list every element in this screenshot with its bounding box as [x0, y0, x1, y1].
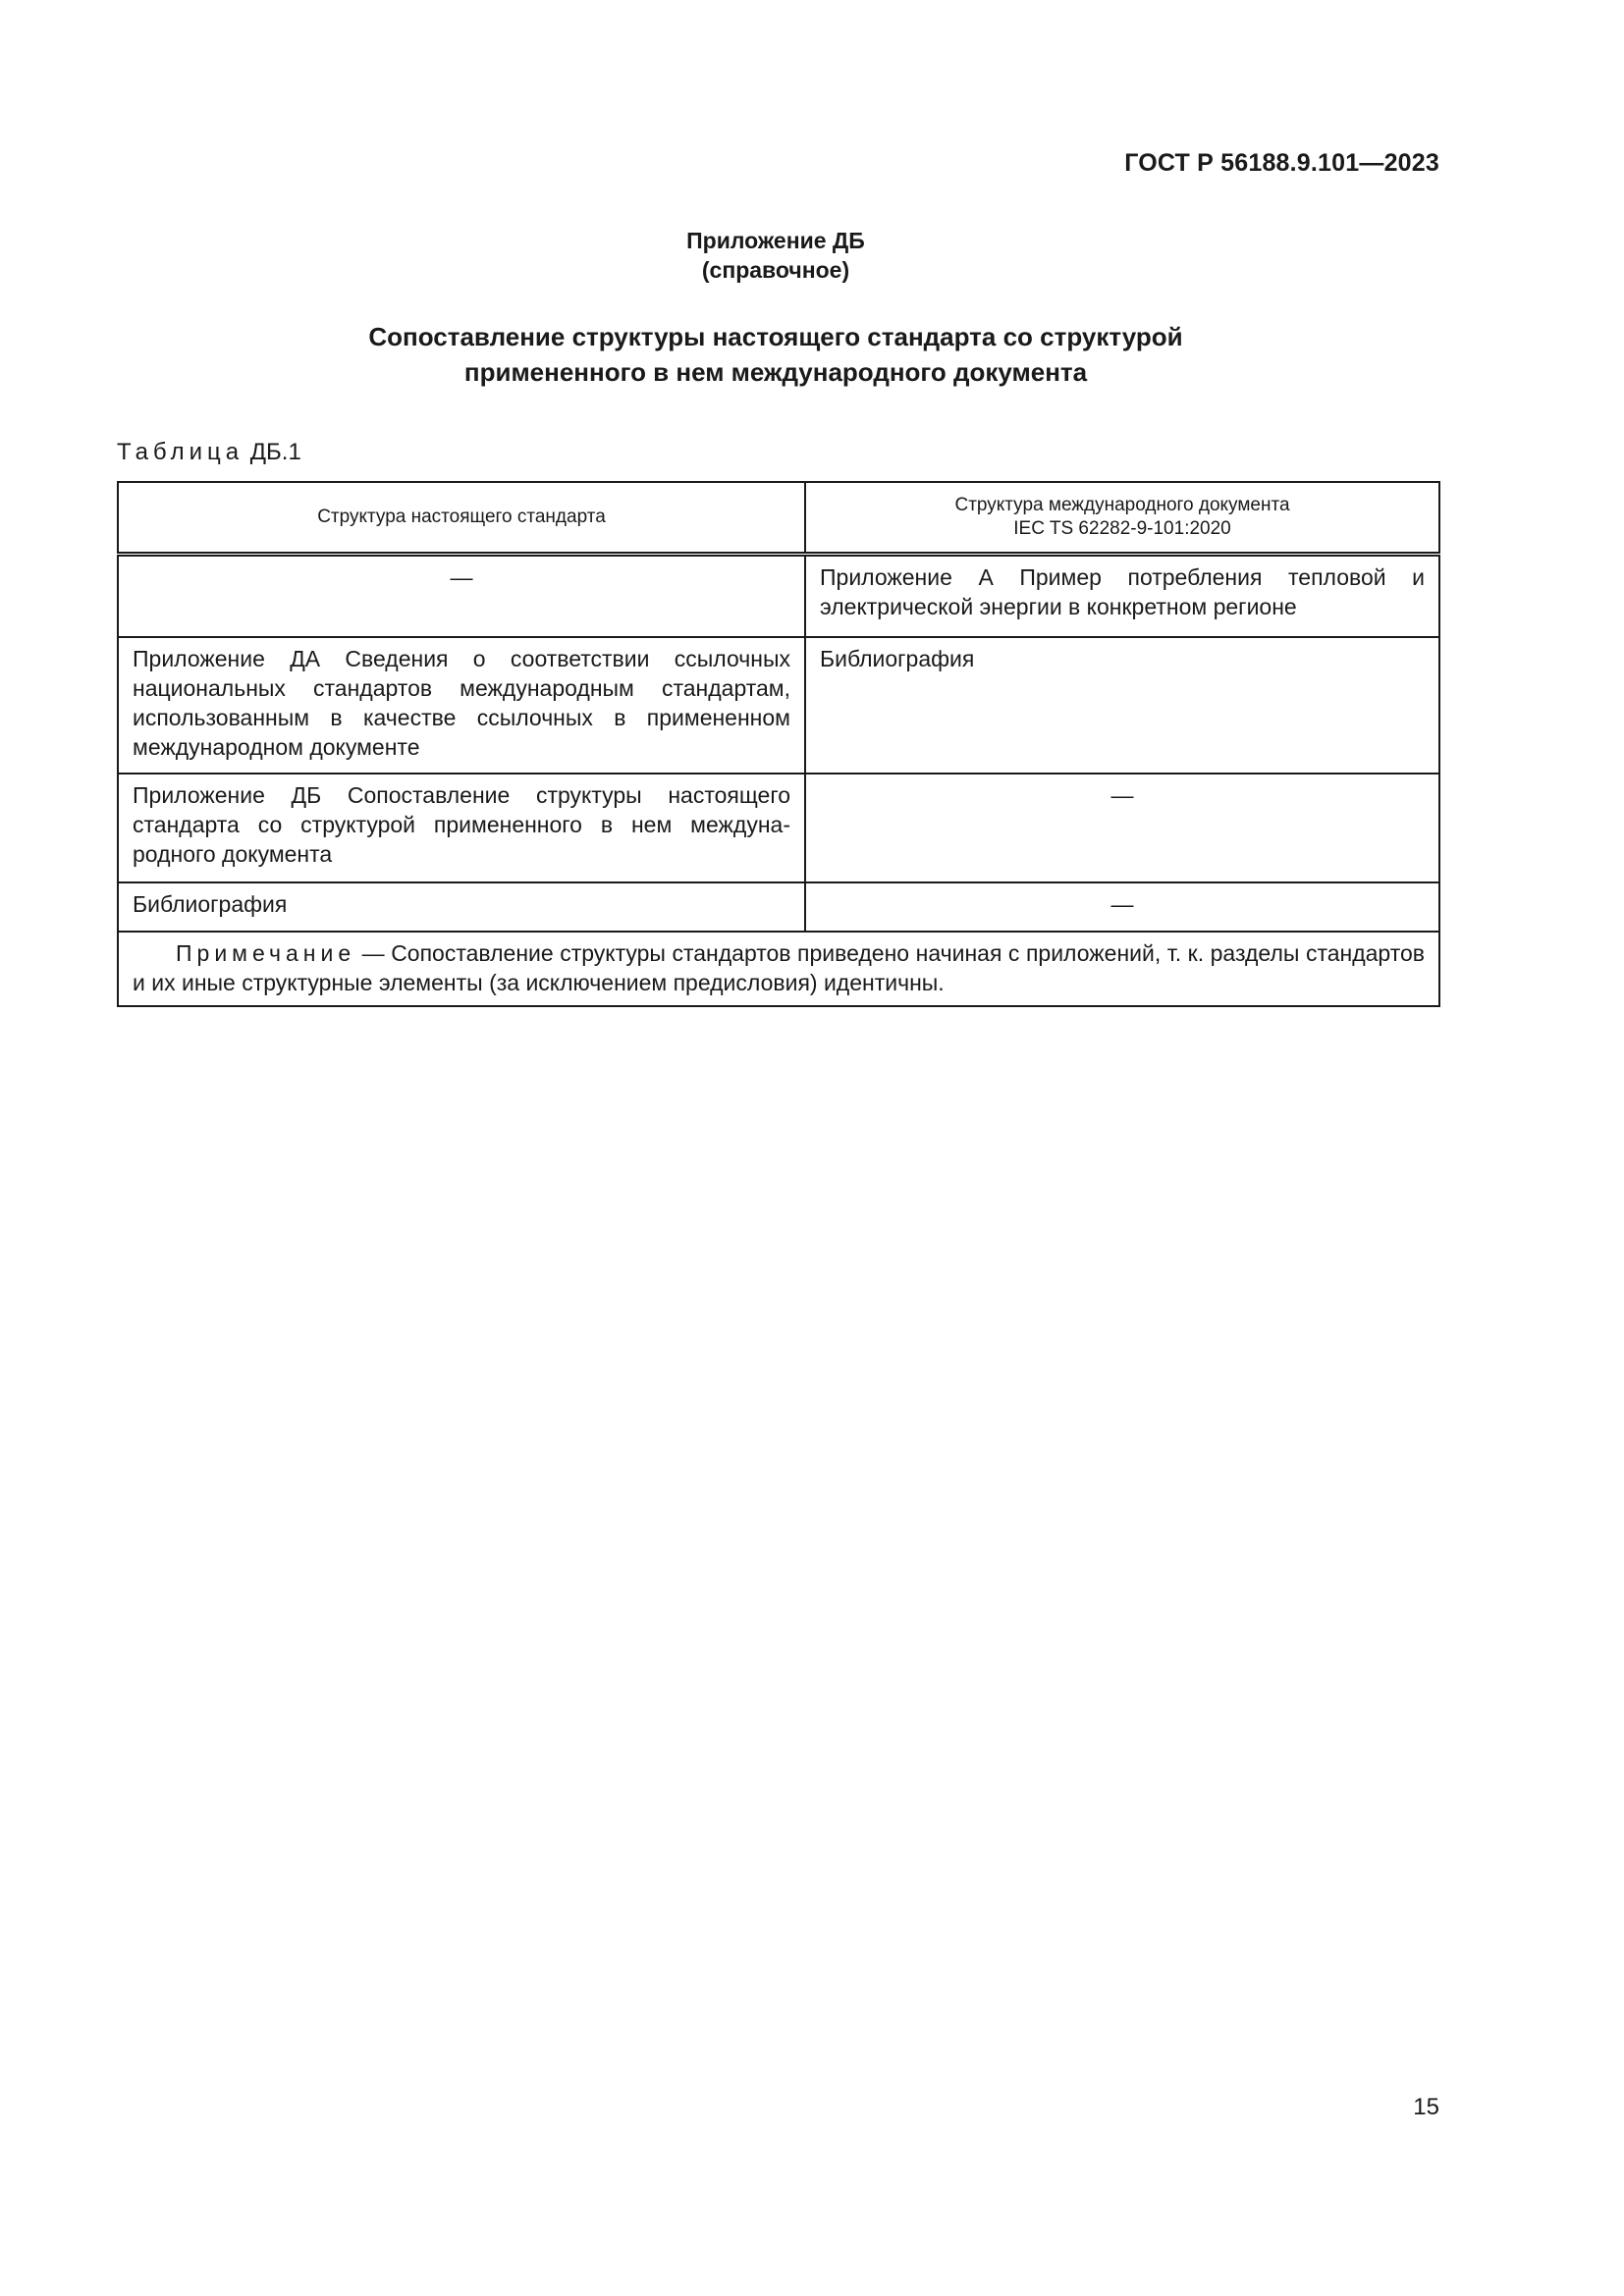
note-text: — Сопоставление структуры стандартов приведено начиная с приложений, т. к. разделы стандартов и их иные структурные элементы (за исключением предисловия) идентичны.	[133, 940, 1425, 995]
page-number: 15	[1413, 2094, 1439, 2120]
table-row	[118, 555, 1439, 638]
cell-international: Библиография	[805, 637, 1439, 774]
annex-heading	[0, 226, 1551, 285]
cell-current: Приложение ДА Сведения о соответствии ссылочных национальных стандартов международным стандартам, использованным в качестве ссылочных в примененном международном документе	[118, 637, 805, 774]
cell-international: —	[805, 774, 1439, 882]
table-header-row	[118, 482, 1439, 555]
annex-label: Приложение ДБ	[686, 228, 865, 253]
table-caption	[117, 439, 301, 466]
annex-title-line-2: примененного в нем международного документа	[463, 357, 1088, 387]
header-international-structure	[805, 482, 1439, 555]
annex-title	[0, 319, 1551, 390]
table-row	[118, 774, 1439, 882]
annex-type: (справочное)	[701, 257, 850, 283]
cell-international: —	[805, 882, 1439, 932]
table-note	[118, 932, 1439, 1006]
cell-current: Приложение ДБ Сопоставление структуры настоящего стандарта со структурой примененного в нем международного документа	[118, 774, 805, 882]
note-label: Примечание	[176, 940, 356, 966]
document-code: ГОСТ Р 56188.9.101—2023	[1124, 149, 1439, 177]
header-international-line-2: IEC TS 62282-9-101:2020	[1013, 518, 1231, 539]
cell-current: Библиография	[118, 882, 805, 932]
header-current-structure: Структура настоящего стандарта	[118, 482, 805, 555]
table-row	[118, 882, 1439, 932]
table-note-row	[118, 932, 1439, 1006]
table-row	[118, 637, 1439, 774]
table-caption-word: Таблица	[117, 439, 244, 465]
cell-international: Приложение А Пример потребления тепловой и электрической энергии в конкретном регионе	[805, 555, 1439, 638]
comparison-table	[117, 481, 1440, 1007]
header-international-line-1: Структура международного документа	[954, 495, 1290, 515]
annex-title-line-1: Сопоставление структуры настоящего стандарта со структурой	[368, 322, 1183, 351]
table-caption-number: ДБ.1	[249, 439, 301, 465]
cell-current: —	[118, 555, 805, 638]
